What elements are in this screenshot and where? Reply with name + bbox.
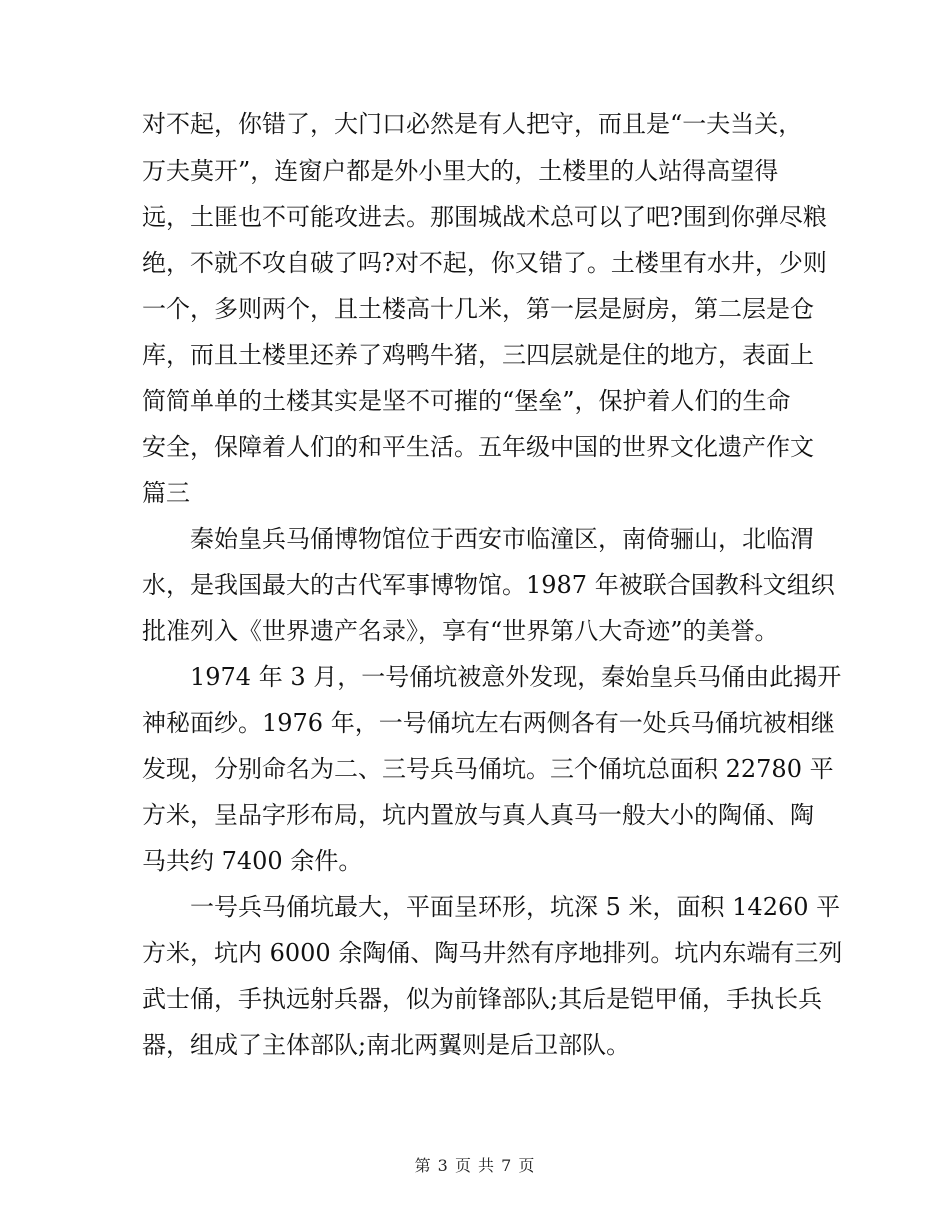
paragraph-line: 简简单单的土楼其实是坚不可摧的“堡垒”，保护着人们的生命	[142, 387, 791, 415]
paragraph-line: 安全，保障着人们的和平生活。五年级中国的世界文化遗产作文	[142, 433, 814, 461]
paragraph-line: 武士俑，手执远射兵器，似为前锋部队;其后是铠甲俑，手执长兵	[142, 985, 823, 1013]
paragraph-line: 马共约 7400 余件。	[142, 847, 363, 875]
page-number-footer: 第 3 页 共 7 页	[414, 1156, 536, 1175]
paragraph-line: 一个，多则两个，且土楼高十几米，第一层是厨房，第二层是仓	[142, 295, 814, 323]
paragraph-line: 库，而且土楼里还养了鸡鸭牛猪，三四层就是住的地方，表面上	[142, 341, 814, 369]
paragraph-line: 水，是我国最大的古代军事博物馆。1987 年被联合国教科文组织	[142, 571, 835, 599]
paragraph-line: 秦始皇兵马俑博物馆位于西安市临潼区，南倚骊山，北临渭	[190, 525, 814, 553]
paragraph-line: 发现，分别命名为二、三号兵马俑坑。三个俑坑总面积 22780 平	[142, 755, 834, 783]
paragraph-line: 方米，呈品字形布局，坑内置放与真人真马一般大小的陶俑、陶	[142, 801, 814, 829]
paragraph-line: 一号兵马俑坑最大，平面呈环形，坑深 5 米，面积 14260 平	[190, 893, 841, 921]
paragraph-line: 1974 年 3 月，一号俑坑被意外发现，秦始皇兵马俑由此揭开	[190, 663, 842, 691]
paragraph-line: 对不起，你错了，大门口必然是有人把守，而且是“一夫当关，	[142, 110, 803, 138]
paragraph-line: 神秘面纱。1976 年，一号俑坑左右两侧各有一处兵马俑坑被相继	[142, 709, 835, 737]
paragraph-line: 绝，不就不攻自破了吗?对不起，你又错了。土楼里有水井，少则	[142, 249, 827, 277]
paragraph-line: 方米，坑内 6000 余陶俑、陶马井然有序地排列。坑内东端有三列	[142, 939, 843, 967]
paragraph-line: 批准列入《世界遗产名录》，享有“世界第八大奇迹”的美誉。	[142, 617, 779, 645]
paragraph-line: 万夫莫开”，连窗户都是外小里大的，土楼里的人站得高望得	[142, 157, 779, 185]
heading-line: 篇三	[142, 479, 190, 507]
paragraph-line: 远，土匪也不可能攻进去。那围城战术总可以了吧?围到你弹尽粮	[142, 203, 827, 231]
paragraph-line: 器，组成了主体部队;南北两翼则是后卫部队。	[142, 1031, 631, 1059]
